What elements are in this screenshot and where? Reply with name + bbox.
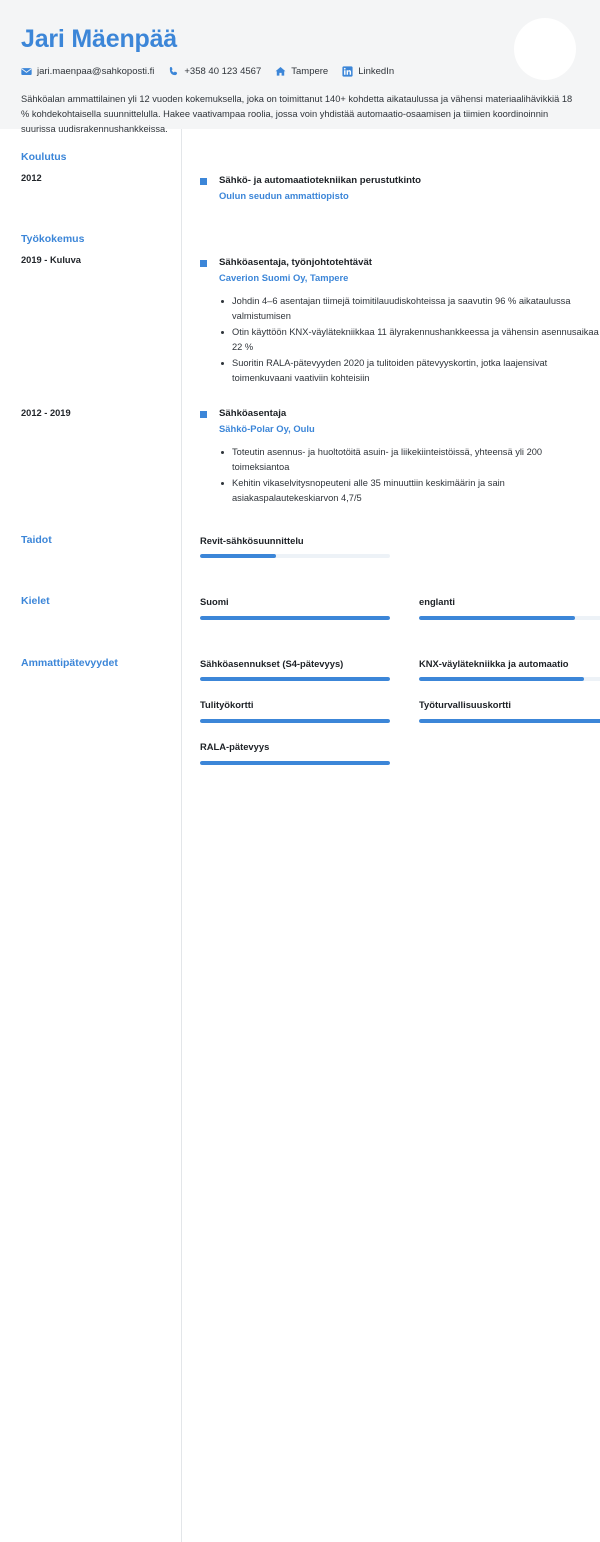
page-title: Jari Mäenpää (21, 25, 178, 53)
certification-item (200, 698, 390, 723)
education-degree: Sähkö- ja automaatiotekniikan perustutkinto (219, 175, 422, 186)
contact-email[interactable] (21, 66, 154, 77)
certifications-grid (200, 657, 600, 782)
certifications-right-col (181, 657, 600, 782)
language-name: englanti (419, 596, 455, 608)
spacer (0, 387, 600, 407)
section-languages (0, 595, 600, 637)
list-item: Toteutin asennus- ja huoltotöitä asuin- ja liikekiinteistöissä, yhteensä yli 200 toimeksiantoa (232, 445, 600, 475)
phone-icon (168, 66, 179, 77)
spacer (0, 575, 600, 595)
language-level-fill (200, 616, 390, 620)
language-level-fill (419, 616, 575, 620)
section-education (0, 151, 600, 207)
certifications-left-col (0, 657, 181, 782)
envelope-icon (21, 66, 32, 77)
experience-right-col-1 (181, 233, 600, 387)
certification-level-fill (200, 761, 390, 765)
skills-right-col (181, 534, 600, 576)
certification-name: Tulityökortti (200, 699, 254, 711)
certification-name: Työturvallisuuskortti (419, 699, 512, 711)
list-item: Otin käyttöön KNX-väylätekniikkaa 11 älyrakennushankkeessa ja vähensin asennusaikaa 22 % (232, 325, 600, 355)
skill-level-track (200, 554, 390, 558)
home-icon (275, 66, 286, 77)
certification-level-track (419, 677, 600, 681)
skill-item (200, 534, 390, 559)
certification-level-track (200, 677, 390, 681)
languages-right-col (181, 595, 600, 637)
experience-entry-1 (200, 256, 600, 285)
section-experience (0, 233, 600, 387)
certification-level-fill (419, 719, 600, 723)
certification-level-fill (419, 677, 584, 681)
spacer (0, 637, 600, 657)
skills-left-col (0, 534, 181, 576)
certification-item (419, 698, 600, 723)
resume-body (0, 129, 600, 782)
certification-item (200, 740, 390, 765)
education-date: 2012 (21, 173, 42, 183)
experience-left-col-1 (0, 233, 181, 387)
certification-name: Sähköasennukset (S4-pätevyys) (200, 657, 344, 669)
resume-header (0, 0, 600, 135)
experience-bullets-2 (200, 445, 600, 506)
language-level-track (200, 616, 390, 620)
list-item: Johdin 4–6 asentajan tiimejä toimitilauudiskohteissa ja saavutin 96 % aikataulussa valmistumisen (232, 294, 600, 324)
experience-date-1: 2019 - Kuluva (21, 255, 81, 266)
section-label-skills: Taidot (21, 533, 52, 546)
education-entry (200, 174, 600, 203)
section-label-languages: Kielet (21, 595, 50, 608)
linkedin-icon (342, 66, 353, 77)
section-label-education: Koulutus (21, 151, 67, 163)
certification-level-track (419, 719, 600, 723)
skills-grid (200, 534, 600, 576)
experience-bullets-1 (200, 294, 600, 386)
education-school: Oulun seudun ammattiopisto (219, 189, 349, 201)
section-certifications (0, 657, 600, 782)
contact-location[interactable] (275, 66, 328, 77)
section-label-certifications: Ammattipätevyydet (21, 656, 118, 669)
section-label-experience: Työkokemus (21, 233, 85, 246)
language-level-track (419, 616, 600, 620)
list-item: Suoritin RALA-pätevyyden 2020 ja tulitoiden pätevyyskortin, jotka laajensivat toimenkuvaani vaativiin kohteisiin (232, 356, 600, 386)
experience-date-2: 2012 - 2019 (21, 408, 71, 419)
professional-summary: Sähköalan ammattilainen yli 12 vuoden kokemuksella, joka on toimittanut 140+ kohdetta aikataulussa ja vähensi materiaalihävikkiä 18 % kohdekohtaisella suunnittelulla. Hakee vaativampaa roolia, jossa voin yhdistää automaatio-osaamisen ja tiimien koordinoinnin suurissa uudisrakennushankkeissa. (21, 93, 573, 135)
education-right-col (181, 151, 600, 207)
contact-email-text: jari.maenpaa@sahkoposti.fi (37, 65, 155, 77)
spacer (0, 508, 600, 534)
experience-company-2: Sähkö-Polar Oy, Oulu (219, 423, 315, 435)
experience-entry-2 (200, 407, 600, 436)
contact-linkedin[interactable] (342, 66, 394, 77)
experience-job-title-2: Sähköasentaja (219, 408, 287, 420)
education-left-col (0, 151, 181, 207)
certification-level-fill (200, 677, 390, 681)
contact-phone[interactable] (168, 66, 261, 77)
list-item: Kehitin vikaselvitysnopeuteni alle 35 minuuttiin keskimäärin ja sain asiakaspalautekeskiarvon 4,7/5 (232, 476, 600, 506)
experience-left-col-2 (0, 407, 181, 507)
skill-name: Revit-sähkösuunnittelu (200, 534, 304, 546)
avatar (514, 18, 576, 80)
language-item (200, 595, 390, 620)
language-name: Suomi (200, 596, 229, 608)
experience-right-col-2 (181, 407, 600, 507)
contact-row (21, 66, 582, 77)
spacer (0, 207, 600, 233)
section-experience-2 (0, 407, 600, 507)
certification-name: KNX-väylätekniikka ja automaatio (419, 657, 569, 669)
certification-name: RALA-pätevyys (200, 741, 270, 753)
experience-job-title-1: Sähköasentaja, työnjohtotehtävät (219, 257, 372, 269)
certification-item (419, 657, 600, 682)
certification-item (200, 657, 390, 682)
certification-level-track (200, 719, 390, 723)
languages-grid (200, 595, 600, 637)
section-skills (0, 534, 600, 576)
experience-company-1: Caverion Suomi Oy, Tampere (219, 271, 349, 283)
languages-left-col (0, 595, 181, 637)
language-item (419, 595, 600, 620)
certification-level-fill (200, 719, 390, 723)
contact-phone-text: +358 40 123 4567 (184, 65, 262, 77)
certification-level-track (200, 761, 390, 765)
contact-location-text: Tampere (291, 65, 329, 77)
skill-level-fill (200, 554, 276, 558)
contact-linkedin-text: LinkedIn (358, 65, 395, 77)
